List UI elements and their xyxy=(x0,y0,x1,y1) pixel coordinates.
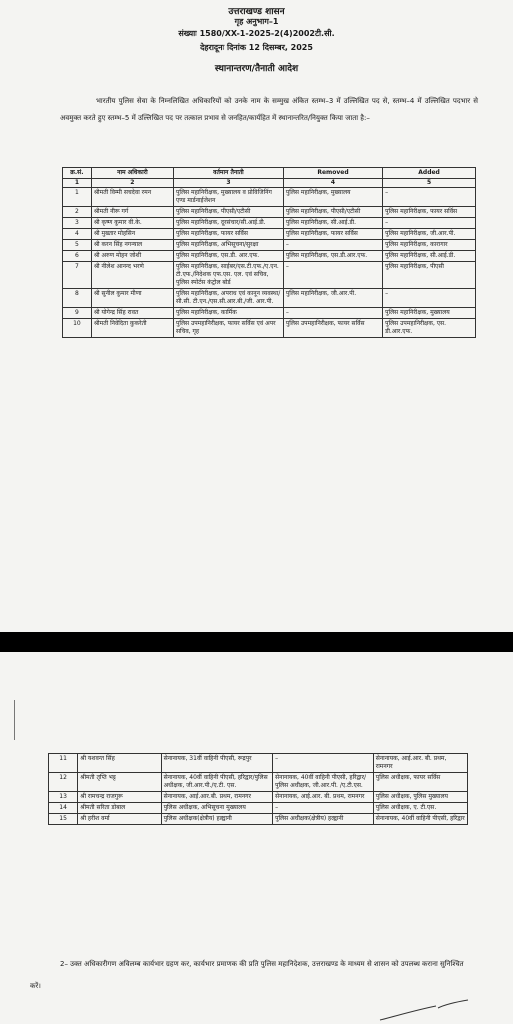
row-added: पुलिस महानिरीक्षक, कारागार xyxy=(383,240,476,251)
row-removed: – xyxy=(273,803,374,814)
table-row xyxy=(63,308,476,319)
row-serial: 5 xyxy=(63,240,92,251)
col-current-posting: वर्तमान तैनाती xyxy=(173,168,283,179)
row-current-posting: पुलिस महानिरीक्षक, पीएसी/एटीसी xyxy=(173,207,283,218)
row-current-posting: पुलिस महानिरीक्षक, अभिसूचना/सुरक्षा xyxy=(173,240,283,251)
table-row xyxy=(49,803,468,814)
row-added: – xyxy=(383,188,476,207)
row-serial: 2 xyxy=(63,207,92,218)
row-removed: पुलिस महानिरीक्षक, मुख्यालय xyxy=(283,188,382,207)
row-officer-name: श्री यशवन्त सिंह xyxy=(78,754,161,773)
row-officer-name: श्री सुनील कुमार मीणा xyxy=(91,289,173,308)
row-added: पुलिस महानिरीक्षक, मुख्यालय xyxy=(383,308,476,319)
row-removed: सेनानायक, आई.आर. बी. प्रथम, रामनगर xyxy=(273,792,374,803)
row-serial: 10 xyxy=(63,319,92,338)
col-number: 4 xyxy=(283,179,382,188)
row-added: पुलिस महानिरीक्षक, फायर सर्विस xyxy=(383,207,476,218)
row-added: सेनानायक, आई.आर. बी. प्रथम, रामनगर xyxy=(373,754,467,773)
row-current-posting: पुलिस महानिरीक्षक, एस.डी. आर.एफ. xyxy=(173,251,283,262)
row-serial: 15 xyxy=(49,814,78,825)
table-row xyxy=(63,251,476,262)
row-added: पुलिस महानिरीक्षक, जी.आर.पी. xyxy=(383,229,476,240)
row-added: पुलिस महानिरीक्षक, पीएसी xyxy=(383,262,476,289)
margin-mark xyxy=(14,700,21,740)
row-officer-name: श्री अरुण मोहन जोशी xyxy=(91,251,173,262)
row-added: – xyxy=(383,289,476,308)
table-row xyxy=(63,240,476,251)
col-number: 3 xyxy=(173,179,283,188)
row-added: – xyxy=(383,218,476,229)
row-removed: पुलिस महानिरीक्षक, फायर सर्विस xyxy=(283,229,382,240)
row-added: सेनानायक, 40वीं वाहिनी पीएसी, हरिद्वार xyxy=(373,814,467,825)
row-added: पुलिस अधीक्षक, पुलिस मुख्यालय xyxy=(373,792,467,803)
row-added: पुलिस उपमहानिरीक्षक, एस. डी.आर.एफ. xyxy=(383,319,476,338)
row-removed: पुलिस अधीक्षक(क्षेत्रीय) हल्द्वानी xyxy=(273,814,374,825)
reference-number xyxy=(0,28,513,39)
col-added: Added xyxy=(383,168,476,179)
col-serial: क्र.सं. xyxy=(63,168,92,179)
table-row xyxy=(49,773,468,792)
row-current-posting: पुलिस अधीक्षक(क्षेत्रीय) हल्द्वानी xyxy=(161,814,273,825)
table-row xyxy=(63,319,476,338)
row-removed: पुलिस महानिरीक्षक, जी.आर.पी. xyxy=(283,289,382,308)
table-header-row xyxy=(63,168,476,179)
row-serial: 13 xyxy=(49,792,78,803)
table-row xyxy=(63,188,476,207)
col-number: 1 xyxy=(63,179,92,188)
row-removed: पुलिस महानिरीक्षक, सी.आई.डी. xyxy=(283,218,382,229)
row-current-posting: पुलिस महानिरीक्षक, मुख्यालय व प्रोविजिनिंग एण्ड मार्डनाईजेशन xyxy=(173,188,283,207)
reference-label: संख्याः xyxy=(178,29,197,38)
order-subject: स्थानान्तरण/तैनाती आदेश xyxy=(214,64,299,74)
table-row xyxy=(63,207,476,218)
table-row xyxy=(49,754,468,773)
row-removed: – xyxy=(283,308,382,319)
row-serial: 6 xyxy=(63,251,92,262)
row-current-posting: पुलिस महानिरीक्षक, दूरसंचार/सी.आई.डी. xyxy=(173,218,283,229)
row-removed: पुलिस महानिरीक्षक, एस.डी.आर.एफ. xyxy=(283,251,382,262)
row-current-posting: पुलिस महानिरीक्षक, साईबर/एस.टी.एफ./ए.एन. टी.एफ./निदेशक एफ.एस. एल. एवं सचिव, पुलिस स्पोर्टस कंट्रोल बोर्ड xyxy=(173,262,283,289)
row-officer-name: श्री करन सिंह नगन्याल xyxy=(91,240,173,251)
row-serial: 4 xyxy=(63,229,92,240)
transfer-table-page-2 xyxy=(48,753,468,825)
row-serial: 14 xyxy=(49,803,78,814)
row-added: पुलिस अधीक्षक, फायर सर्विस xyxy=(373,773,467,792)
col-removed: Removed xyxy=(283,168,382,179)
row-officer-name: श्रीमती सरिता डोबाल xyxy=(78,803,161,814)
table-body-page-1 xyxy=(63,188,476,338)
row-serial: 9 xyxy=(63,308,92,319)
row-current-posting: सेनानायक, आई.आर.बी. प्रथम, रामनगर xyxy=(161,792,273,803)
row-added: पुलिस अधीक्षक, ए. टी.एस. xyxy=(373,803,467,814)
table-row xyxy=(49,792,468,803)
department-title: गृह अनुभाग–1 xyxy=(234,17,279,26)
closing-paragraph: 2– उक्त अधिकारीगण अविलम्ब कार्यभार ग्रहण कर, कार्यभार प्रमाणक की प्रति पुलिस महानिदेशक, उत्तराखण्ड के माध्यम से शासन को उपलब्ध कराना सुनिश्चित करें। xyxy=(30,960,464,990)
row-current-posting: पुलिस महानिरीक्षक, कार्मिक xyxy=(173,308,283,319)
page-gap xyxy=(0,632,513,652)
row-officer-name: श्रीमती विम्मी सचदेवा रमन xyxy=(91,188,173,207)
table-body-page-2 xyxy=(49,754,468,825)
column-number-row xyxy=(63,179,476,188)
intro-paragraph: भारतीय पुलिस सेवा के निम्नलिखित अधिकारियों को उनके नाम के सम्मुख अंकित स्तम्भ–3 में उल्लिखित पद से, स्तम्भ–4 में उल्लिखित पदभार से अवमुक्त करते हुए स्तम्भ–5 में उल्लिखित पद पर तत्काल प्रभाव से जनहित/कार्यहित में स्थानान्तरित/नियुक्त किया जाता है:– xyxy=(60,97,478,122)
row-removed: पुलिस महानिरीक्षक, पीएसी/एटीसी xyxy=(283,207,382,218)
table-row xyxy=(49,814,468,825)
place-date: देहरादूनः दिनांक 12 दिसम्बर, 2025 xyxy=(200,43,313,52)
col-officer-name: नाम अधिकारी xyxy=(91,168,173,179)
col-number: 2 xyxy=(91,179,173,188)
row-serial: 12 xyxy=(49,773,78,792)
row-officer-name: श्री मुख्तार मोहसिन xyxy=(91,229,173,240)
row-serial: 7 xyxy=(63,262,92,289)
row-officer-name: श्रीमती निवेदिता कुकरेती xyxy=(91,319,173,338)
row-serial: 3 xyxy=(63,218,92,229)
govt-title: उत्तराखण्ड शासन xyxy=(228,7,285,17)
table-row xyxy=(63,229,476,240)
signature-mark xyxy=(376,998,496,1024)
row-serial: 1 xyxy=(63,188,92,207)
row-removed: – xyxy=(283,262,382,289)
row-current-posting: सेनानायक, 40वीं वाहिनी पीएसी, हरिद्वार/पुलिस अधीक्षक, जी.आर.पी./ए.टी. एस. xyxy=(161,773,273,792)
row-removed: सेनानायक, 40वीं वाहिनी पीएसी, हरिद्वार/पुलिस अधीक्षक, जी.आर.पी. /ए.टी.एस. xyxy=(273,773,374,792)
table-row xyxy=(63,262,476,289)
row-current-posting: पुलिस अधीक्षक, अभिसूचना मुख्यालय xyxy=(161,803,273,814)
row-current-posting: पुलिस उपमहानिरीक्षक, फायर सर्विस एवं अपर सचिव, गृह xyxy=(173,319,283,338)
row-serial: 8 xyxy=(63,289,92,308)
row-officer-name: श्री रामचन्द्र राजगुरू xyxy=(78,792,161,803)
col-number: 5 xyxy=(383,179,476,188)
transfer-table-page-1 xyxy=(62,167,476,338)
row-added: पुलिस महानिरीक्षक, सी.आई.डी. xyxy=(383,251,476,262)
row-removed: – xyxy=(273,754,374,773)
row-officer-name: श्री कृष्ण कुमार वी.के. xyxy=(91,218,173,229)
row-current-posting: सेनानायक, 31वीं वाहिनी पीएसी, रूद्रपुर xyxy=(161,754,273,773)
table-row xyxy=(63,218,476,229)
row-officer-name: श्री हरीश वर्मा xyxy=(78,814,161,825)
table-row xyxy=(63,289,476,308)
row-serial: 11 xyxy=(49,754,78,773)
row-current-posting: पुलिस महानिरीक्षक, फायर सर्विस xyxy=(173,229,283,240)
row-officer-name: श्री नीलेश आनन्द भरणे xyxy=(91,262,173,289)
row-officer-name: श्रीमती तृप्ति भट्ट xyxy=(78,773,161,792)
reference-value: 1580/XX-1-2025-2(4)2002टी.सी. xyxy=(199,29,335,38)
row-removed: पुलिस उपमहानिरीक्षक, फायर सर्विस xyxy=(283,319,382,338)
row-current-posting: पुलिस महानिरीक्षक, अपराध एवं कानून व्यवस्था/सी.सी. टी.एन./एस.सी.आर.बी./जी. आर.पी. xyxy=(173,289,283,308)
row-officer-name: श्रीमती नीरू गर्ग xyxy=(91,207,173,218)
row-removed: – xyxy=(283,240,382,251)
row-officer-name: श्री योगेन्द्र सिंह रावत xyxy=(91,308,173,319)
